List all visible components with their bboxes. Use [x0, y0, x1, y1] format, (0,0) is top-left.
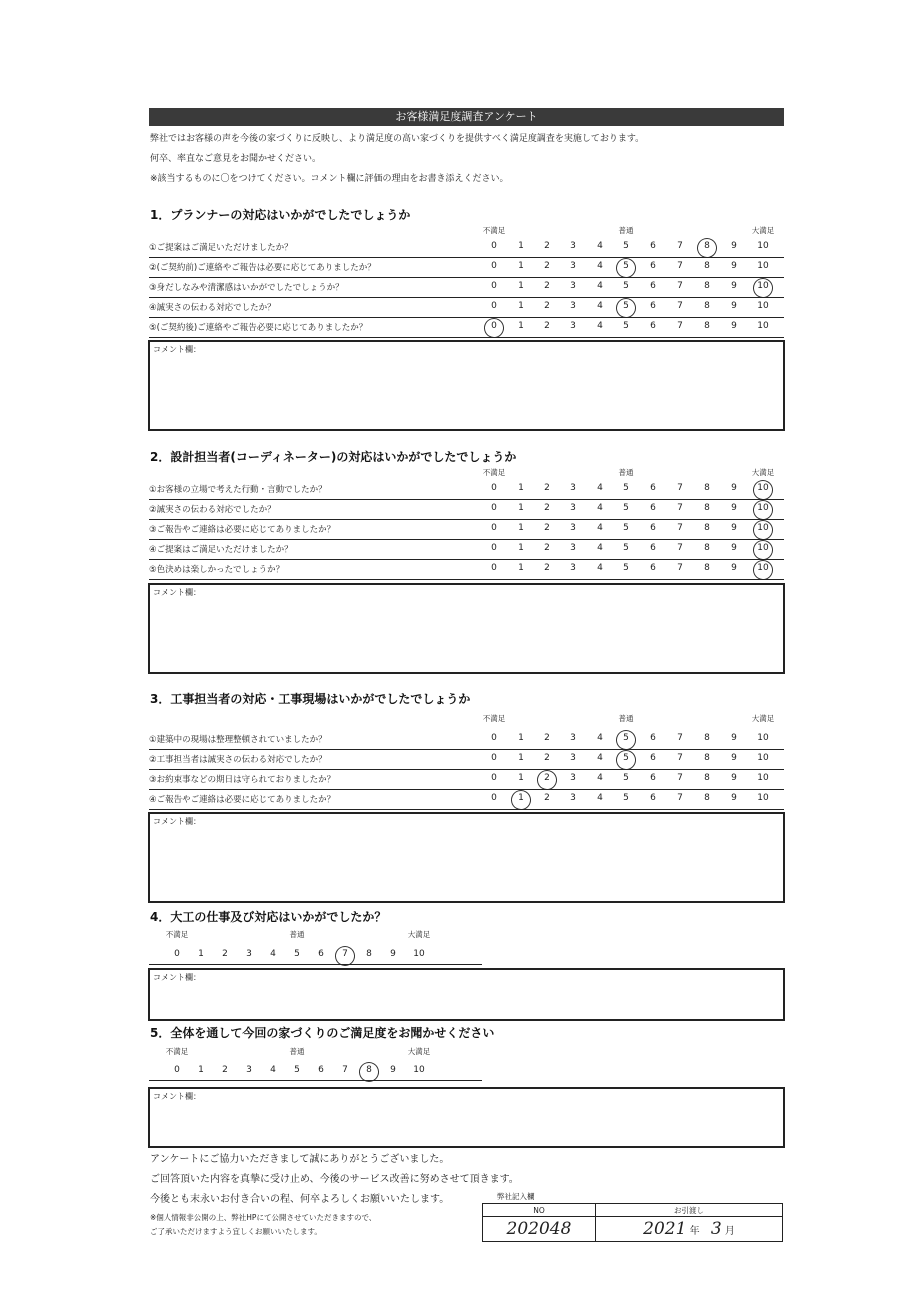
scale-label-low: 不満足	[482, 468, 506, 477]
question-score-7[interactable]: 7	[677, 301, 683, 311]
scale-label-low: 不満足	[482, 226, 506, 235]
question-row	[149, 297, 784, 318]
comment-label: コメント欄：	[153, 588, 201, 597]
scale-label-high: 大満足	[751, 468, 775, 477]
question-score-3[interactable]: 3	[570, 563, 576, 573]
question-text: ②工事担当者は誠実さの伝わる対応でしたか？	[149, 755, 327, 765]
question-score-8[interactable]: 8	[704, 793, 710, 803]
intro-line-1: 弊社ではお客様の声を今後の家づくりに反映し、より満足度の高い家づくりを提供すべく満足度調査を実施しております。	[150, 134, 645, 144]
question-score-9[interactable]: 9	[731, 753, 737, 763]
question-text: ④誠実さの伝わる対応でしたか？	[149, 303, 276, 313]
office-month-value: 3	[710, 1219, 722, 1239]
scale-label-high: 大満足	[751, 226, 775, 235]
question-score-4[interactable]: 4	[597, 543, 603, 553]
question-score-4[interactable]: 4	[597, 261, 603, 271]
question-score-7[interactable]: 7	[677, 483, 683, 493]
scale-label-mid: 普通	[618, 714, 634, 723]
question-score-7[interactable]: 7	[677, 753, 683, 763]
office-use-label: 弊社記入欄	[497, 1192, 535, 1201]
question-score-8[interactable]: 8	[704, 503, 710, 513]
privacy-note-2: ご了承いただけますよう宜しくお願いいたします。	[150, 1227, 322, 1236]
question-score-4[interactable]: 4	[597, 793, 603, 803]
question-row	[149, 257, 784, 278]
question-score-8[interactable]: 8	[704, 773, 710, 783]
question-score-6[interactable]: 6	[650, 321, 656, 331]
question-score-6[interactable]: 6	[650, 483, 656, 493]
scale-label-low: 不満足	[165, 930, 189, 939]
question-score-9[interactable]: 9	[731, 793, 737, 803]
office-no-cell	[483, 1217, 596, 1242]
question-score-5[interactable]: 5	[623, 753, 629, 763]
question-text: ①建築中の現場は整理整頓されていましたか？	[149, 735, 327, 745]
question-score-6[interactable]: 6	[650, 793, 656, 803]
question-score-8[interactable]: 8	[704, 563, 710, 573]
section-4-title: 4．大工の仕事及び対応はいかがでしたか？	[150, 910, 387, 924]
rating-row	[149, 1062, 482, 1081]
question-text: ③身だしなみや清潔感はいかがでしたでしょうか？	[149, 283, 344, 293]
question-score-1[interactable]: 1	[518, 301, 524, 311]
rating-score-4[interactable]: 4	[270, 1065, 276, 1075]
question-score-6[interactable]: 6	[650, 563, 656, 573]
question-row	[149, 539, 784, 560]
rating-score-2[interactable]: 2	[222, 1065, 228, 1075]
section-2-title: 2．設計担当者(コーディネーター)の対応はいかがでしたでしょうか	[150, 450, 517, 464]
question-score-1[interactable]: 1	[518, 773, 524, 783]
question-score-0[interactable]: 0	[491, 503, 497, 513]
question-score-0[interactable]: 0	[491, 793, 497, 803]
question-score-0[interactable]: 0	[491, 733, 497, 743]
section-5-title: 5．全体を通して今回の家づくりのご満足度をお聞かせください	[150, 1026, 495, 1040]
question-text: ⑤(ご契約後)ご連絡やご報告必要に応じてありましたか？	[149, 323, 368, 333]
question-score-9[interactable]: 9	[731, 321, 737, 331]
question-text: ③お約束事などの期日は守られておりましたか？	[149, 775, 336, 785]
question-score-1[interactable]: 1	[518, 563, 524, 573]
question-text: ①お客様の立場で考えた行動・言動でしたか？	[149, 485, 327, 495]
question-score-2[interactable]: 2	[544, 793, 550, 803]
question-score-4[interactable]: 4	[597, 753, 603, 763]
question-score-2[interactable]: 2	[544, 281, 550, 291]
question-score-10[interactable]: 10	[757, 301, 769, 311]
question-score-6[interactable]: 6	[650, 281, 656, 291]
question-score-4[interactable]: 4	[597, 563, 603, 573]
question-score-7[interactable]: 7	[677, 281, 683, 291]
question-score-6[interactable]: 6	[650, 301, 656, 311]
question-score-3[interactable]: 3	[570, 773, 576, 783]
question-score-0[interactable]: 0	[491, 543, 497, 553]
rating-score-2[interactable]: 2	[222, 949, 228, 959]
question-score-6[interactable]: 6	[650, 241, 656, 251]
question-score-9[interactable]: 9	[731, 281, 737, 291]
question-score-8[interactable]: 8	[704, 753, 710, 763]
comment-box[interactable]	[148, 1087, 785, 1148]
rating-score-3[interactable]: 3	[246, 949, 252, 959]
question-score-10[interactable]: 10	[757, 563, 769, 573]
question-row	[149, 499, 784, 520]
scale-label-mid: 普通	[289, 1047, 305, 1056]
question-score-5[interactable]: 5	[623, 281, 629, 291]
question-text: ⑤色決めは楽しかったでしょうか？	[149, 565, 285, 575]
question-score-9[interactable]: 9	[731, 543, 737, 553]
question-score-7[interactable]: 7	[677, 523, 683, 533]
question-score-6[interactable]: 6	[650, 753, 656, 763]
office-month-unit: 月	[724, 1226, 735, 1237]
question-score-5[interactable]: 5	[623, 543, 629, 553]
question-score-1[interactable]: 1	[518, 543, 524, 553]
question-score-8[interactable]: 8	[704, 321, 710, 331]
question-score-9[interactable]: 9	[731, 301, 737, 311]
question-score-9[interactable]: 9	[731, 733, 737, 743]
question-score-10[interactable]: 10	[757, 733, 769, 743]
question-score-5[interactable]: 5	[623, 261, 629, 271]
rating-score-7[interactable]: 7	[342, 1065, 348, 1075]
rating-score-4[interactable]: 4	[270, 949, 276, 959]
question-score-2[interactable]: 2	[544, 543, 550, 553]
rating-score-0[interactable]: 0	[174, 949, 180, 959]
question-score-8[interactable]: 8	[704, 241, 710, 251]
question-row	[149, 749, 784, 770]
rating-score-9[interactable]: 9	[390, 949, 396, 959]
question-score-1[interactable]: 1	[518, 503, 524, 513]
question-score-4[interactable]: 4	[597, 281, 603, 291]
question-score-7[interactable]: 7	[677, 261, 683, 271]
question-row	[149, 237, 784, 258]
scale-label-mid: 普通	[289, 930, 305, 939]
comment-box[interactable]	[148, 968, 785, 1021]
question-score-1[interactable]: 1	[518, 753, 524, 763]
rating-score-1[interactable]: 1	[198, 949, 204, 959]
scale-label-mid: 普通	[618, 468, 634, 477]
office-handover-header: お引渡し	[596, 1204, 783, 1217]
question-score-8[interactable]: 8	[704, 733, 710, 743]
intro-line-3: ※該当するものに〇をつけてください。コメント欄に評価の理由をお書き添えください。	[150, 174, 509, 184]
question-score-1[interactable]: 1	[518, 483, 524, 493]
question-score-4[interactable]: 4	[597, 241, 603, 251]
question-score-1[interactable]: 1	[518, 261, 524, 271]
question-score-7[interactable]: 7	[677, 793, 683, 803]
question-score-1[interactable]: 1	[518, 793, 524, 803]
question-row	[149, 559, 784, 580]
rating-score-8[interactable]: 8	[366, 1065, 372, 1075]
question-score-3[interactable]: 3	[570, 321, 576, 331]
question-score-5[interactable]: 5	[623, 301, 629, 311]
question-score-2[interactable]: 2	[544, 563, 550, 573]
question-score-4[interactable]: 4	[597, 301, 603, 311]
question-score-7[interactable]: 7	[677, 733, 683, 743]
question-score-7[interactable]: 7	[677, 563, 683, 573]
office-use-table	[482, 1203, 783, 1242]
question-score-8[interactable]: 8	[704, 543, 710, 553]
question-score-0[interactable]: 0	[491, 563, 497, 573]
question-score-7[interactable]: 7	[677, 241, 683, 251]
question-score-2[interactable]: 2	[544, 261, 550, 271]
question-score-6[interactable]: 6	[650, 261, 656, 271]
question-score-0[interactable]: 0	[491, 261, 497, 271]
question-score-6[interactable]: 6	[650, 733, 656, 743]
question-score-3[interactable]: 3	[570, 301, 576, 311]
rating-score-6[interactable]: 6	[318, 1065, 324, 1075]
question-score-3[interactable]: 3	[570, 543, 576, 553]
question-score-8[interactable]: 8	[704, 301, 710, 311]
rating-score-3[interactable]: 3	[246, 1065, 252, 1075]
question-score-9[interactable]: 9	[731, 261, 737, 271]
question-row	[149, 789, 784, 810]
question-score-6[interactable]: 6	[650, 543, 656, 553]
rating-score-9[interactable]: 9	[390, 1065, 396, 1075]
question-score-2[interactable]: 2	[544, 241, 550, 251]
question-score-7[interactable]: 7	[677, 503, 683, 513]
question-row	[149, 479, 784, 500]
question-score-1[interactable]: 1	[518, 241, 524, 251]
question-score-2[interactable]: 2	[544, 503, 550, 513]
question-score-9[interactable]: 9	[731, 523, 737, 533]
question-score-4[interactable]: 4	[597, 321, 603, 331]
office-no-value: 202048	[506, 1219, 572, 1239]
question-text: ④ご提案はご満足いただけましたか？	[149, 545, 293, 555]
question-score-10[interactable]: 10	[757, 543, 769, 553]
question-score-10[interactable]: 10	[757, 483, 769, 493]
scale-label-low: 不満足	[482, 714, 506, 723]
section-3-title: 3．工事担当者の対応・工事現場はいかがでしたでしょうか	[150, 692, 471, 706]
question-score-10[interactable]: 10	[757, 241, 769, 251]
comment-label: コメント欄：	[153, 345, 201, 354]
question-score-4[interactable]: 4	[597, 773, 603, 783]
office-year-value: 2021	[643, 1219, 687, 1239]
rating-score-1[interactable]: 1	[198, 1065, 204, 1075]
question-score-0[interactable]: 0	[491, 483, 497, 493]
closing-line-3: 今後とも末永いお付き合いの程、何卒よろしくお願いいたします。	[150, 1194, 450, 1205]
question-row	[149, 317, 784, 338]
question-score-3[interactable]: 3	[570, 753, 576, 763]
rating-row	[149, 946, 482, 965]
question-score-4[interactable]: 4	[597, 733, 603, 743]
question-score-10[interactable]: 10	[757, 321, 769, 331]
question-score-2[interactable]: 2	[544, 753, 550, 763]
intro-line-2: 何卒、率直なご意見をお聞かせください。	[150, 154, 322, 164]
question-score-8[interactable]: 8	[704, 483, 710, 493]
question-row	[149, 769, 784, 790]
question-score-3[interactable]: 3	[570, 281, 576, 291]
question-score-1[interactable]: 1	[518, 281, 524, 291]
question-row	[149, 519, 784, 540]
question-score-0[interactable]: 0	[491, 241, 497, 251]
question-score-4[interactable]: 4	[597, 523, 603, 533]
question-score-10[interactable]: 10	[757, 753, 769, 763]
rating-score-10[interactable]: 10	[413, 1065, 425, 1075]
question-score-6[interactable]: 6	[650, 773, 656, 783]
office-year-unit: 年	[689, 1226, 700, 1237]
section-1-title: 1．プランナーの対応はいかがでしたでしょうか	[150, 208, 411, 222]
scale-label-high: 大満足	[407, 930, 431, 939]
question-score-3[interactable]: 3	[570, 241, 576, 251]
question-score-5[interactable]: 5	[623, 523, 629, 533]
question-text: ①ご提案はご満足いただけましたか？	[149, 243, 293, 253]
question-score-5[interactable]: 5	[623, 793, 629, 803]
question-score-2[interactable]: 2	[544, 773, 550, 783]
office-no-header: NO	[483, 1204, 596, 1217]
question-score-10[interactable]: 10	[757, 793, 769, 803]
question-score-8[interactable]: 8	[704, 281, 710, 291]
scale-label-mid: 普通	[618, 226, 634, 235]
question-text: ②(ご契約前)ご連絡やご報告は必要に応じてありましたか？	[149, 263, 376, 273]
question-score-5[interactable]: 5	[623, 241, 629, 251]
closing-line-2: ご回答頂いた内容を真摯に受け止め、今後のサービス改善に努めさせて頂きます。	[150, 1174, 519, 1185]
question-score-1[interactable]: 1	[518, 321, 524, 331]
question-score-3[interactable]: 3	[570, 793, 576, 803]
question-score-1[interactable]: 1	[518, 523, 524, 533]
question-score-8[interactable]: 8	[704, 523, 710, 533]
question-score-0[interactable]: 0	[491, 281, 497, 291]
rating-score-5[interactable]: 5	[294, 1065, 300, 1075]
question-score-10[interactable]: 10	[757, 281, 769, 291]
question-text: ②誠実さの伝わる対応でしたか？	[149, 505, 276, 515]
question-score-6[interactable]: 6	[650, 503, 656, 513]
question-score-3[interactable]: 3	[570, 483, 576, 493]
question-score-10[interactable]: 10	[757, 773, 769, 783]
question-score-7[interactable]: 7	[677, 321, 683, 331]
question-score-4[interactable]: 4	[597, 483, 603, 493]
question-row	[149, 277, 784, 298]
comment-label: コメント欄：	[153, 817, 201, 826]
office-handover-cell	[596, 1217, 783, 1242]
question-score-0[interactable]: 0	[491, 773, 497, 783]
question-score-10[interactable]: 10	[757, 503, 769, 513]
question-score-1[interactable]: 1	[518, 733, 524, 743]
question-score-9[interactable]: 9	[731, 503, 737, 513]
question-score-7[interactable]: 7	[677, 773, 683, 783]
question-score-7[interactable]: 7	[677, 543, 683, 553]
question-score-3[interactable]: 3	[570, 261, 576, 271]
question-score-9[interactable]: 9	[731, 563, 737, 573]
question-score-3[interactable]: 3	[570, 733, 576, 743]
rating-score-0[interactable]: 0	[174, 1065, 180, 1075]
question-text: ③ご報告やご連絡は必要に応じてありましたか？	[149, 525, 336, 535]
question-score-0[interactable]: 0	[491, 321, 497, 331]
survey-title: お客様満足度調査アンケート	[149, 108, 784, 126]
question-score-2[interactable]: 2	[544, 321, 550, 331]
question-score-5[interactable]: 5	[623, 563, 629, 573]
question-score-0[interactable]: 0	[491, 301, 497, 311]
question-score-10[interactable]: 10	[757, 261, 769, 271]
privacy-note-1: ※個人情報非公開の上、弊社HPにて公開させていただきますので、	[150, 1213, 377, 1222]
question-score-0[interactable]: 0	[491, 753, 497, 763]
comment-label: コメント欄：	[153, 1092, 201, 1101]
question-score-2[interactable]: 2	[544, 733, 550, 743]
question-score-2[interactable]: 2	[544, 523, 550, 533]
question-score-4[interactable]: 4	[597, 503, 603, 513]
question-score-0[interactable]: 0	[491, 523, 497, 533]
question-score-5[interactable]: 5	[623, 503, 629, 513]
rating-score-8[interactable]: 8	[366, 949, 372, 959]
scale-label-low: 不満足	[165, 1047, 189, 1056]
question-score-9[interactable]: 9	[731, 483, 737, 493]
question-score-3[interactable]: 3	[570, 523, 576, 533]
comment-box[interactable]	[148, 583, 785, 674]
question-score-2[interactable]: 2	[544, 483, 550, 493]
comment-label: コメント欄：	[153, 973, 201, 982]
rating-score-6[interactable]: 6	[318, 949, 324, 959]
question-score-8[interactable]: 8	[704, 261, 710, 271]
scale-label-high: 大満足	[751, 714, 775, 723]
scale-label-high: 大満足	[407, 1047, 431, 1056]
question-text: ④ご報告やご連絡は必要に応じてありましたか？	[149, 795, 336, 805]
comment-box[interactable]	[148, 812, 785, 903]
question-score-5[interactable]: 5	[623, 733, 629, 743]
question-score-5[interactable]: 5	[623, 773, 629, 783]
closing-line-1: アンケートにご協力いただきまして誠にありがとうございました。	[150, 1154, 450, 1165]
comment-box[interactable]	[148, 340, 785, 431]
question-score-5[interactable]: 5	[623, 321, 629, 331]
question-score-6[interactable]: 6	[650, 523, 656, 533]
question-score-9[interactable]: 9	[731, 241, 737, 251]
rating-score-10[interactable]: 10	[413, 949, 425, 959]
question-score-10[interactable]: 10	[757, 523, 769, 533]
question-score-9[interactable]: 9	[731, 773, 737, 783]
question-score-3[interactable]: 3	[570, 503, 576, 513]
question-row	[149, 729, 784, 750]
question-score-5[interactable]: 5	[623, 483, 629, 493]
question-score-2[interactable]: 2	[544, 301, 550, 311]
rating-score-7[interactable]: 7	[342, 949, 348, 959]
rating-score-5[interactable]: 5	[294, 949, 300, 959]
